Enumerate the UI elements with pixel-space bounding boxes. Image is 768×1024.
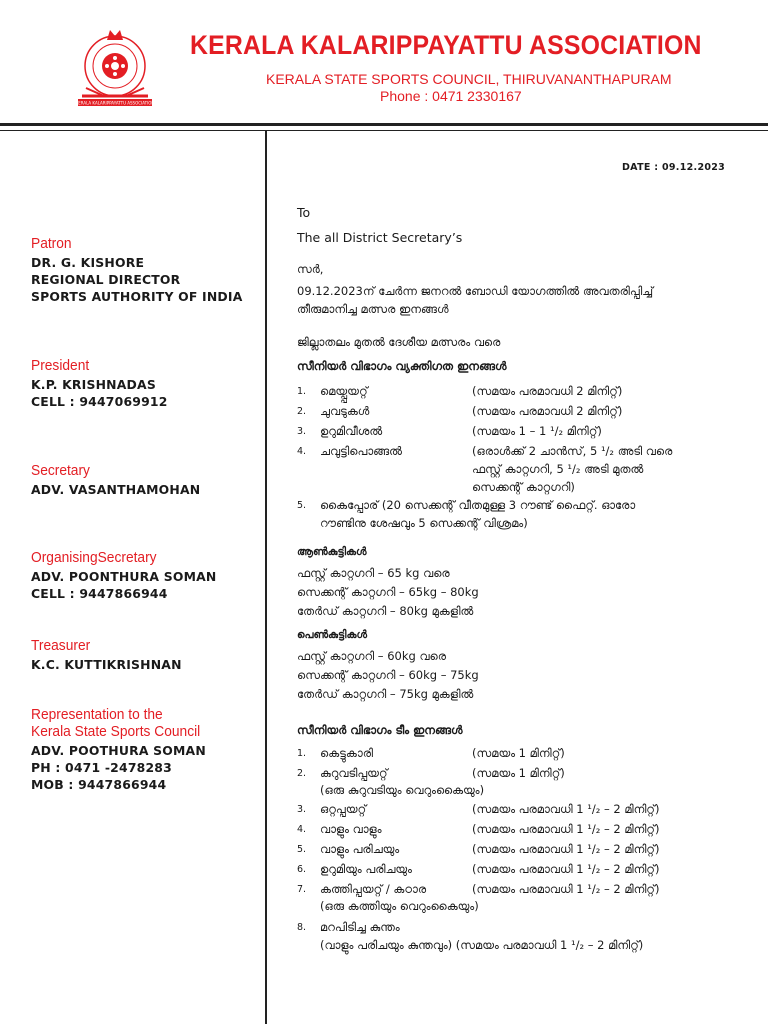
organising-name: ADV. POONTHURA SOMAN bbox=[31, 569, 217, 584]
column-divider bbox=[265, 130, 267, 1024]
representation-role-2: Kerala State Sports Council bbox=[31, 724, 201, 740]
representation-name: ADV. POOTHURA SOMAN bbox=[31, 743, 206, 758]
org-subtitle: KERALA STATE SPORTS COUNCIL, THIRUVANANTHAPURAM bbox=[266, 71, 672, 87]
organising-role: OrganisingSecretary bbox=[31, 550, 157, 566]
event-name: ചുവടുകൾ bbox=[320, 404, 370, 418]
senior-team-heading: സീനിയർ വിഭാഗം ടീം ഇനങ്ങൾ bbox=[297, 723, 463, 737]
item-number: 2. bbox=[297, 406, 307, 417]
president-cell: CELL : 9447069912 bbox=[31, 394, 168, 409]
event-name: മറപിടിച്ച കുന്തം bbox=[320, 920, 400, 934]
event-name: വാളും പരിചയും bbox=[320, 842, 400, 856]
event-note: (വാളും പരിചയും കുന്തവും) (സമയം പരമാവധി 1 ¹/₂ – 2 മിനിറ്റ്) bbox=[320, 938, 644, 952]
association-logo bbox=[74, 26, 156, 108]
representation-phone: PH : 0471 -2478283 bbox=[31, 760, 172, 775]
girls-category: തേർഡ് കാറ്റഗറി – 75kg മുകളിൽ bbox=[297, 687, 474, 701]
president-role: President bbox=[31, 358, 90, 374]
item-number: 1. bbox=[297, 748, 307, 759]
letter-scope: ജില്ലാതലം മുതൽ ദേശീയ മത്സരം വരെ bbox=[297, 335, 501, 349]
event-note: റൗണ്ടിനു ശേഷവും 5 സെക്കന്റ് വിശ്രമം) bbox=[320, 516, 528, 530]
treasurer-name: K.C. KUTTIKRISHNAN bbox=[31, 657, 182, 672]
girls-heading: പെൺകുട്ടികൾ bbox=[297, 629, 368, 641]
event-name: മെയ്പ്പയറ്റ് bbox=[320, 384, 368, 398]
event-time: (സമയം 1 – 1 ¹/₂ മിനിറ്റ്) bbox=[472, 424, 602, 438]
item-number: 6. bbox=[297, 864, 307, 875]
boys-category: ഫസ്റ്റ് കാറ്റഗറി – 65 kg വരെ bbox=[297, 566, 450, 580]
letter-to: To bbox=[297, 205, 311, 220]
event-time: (സമയം പരമാവധി 1 ¹/₂ – 2 മിനിറ്റ്) bbox=[472, 822, 660, 836]
event-note: (ഒരു കത്തിയും വെറുംകൈയും) bbox=[320, 899, 479, 913]
representation-mobile: MOB : 9447866944 bbox=[31, 777, 167, 792]
patron-org: SPORTS AUTHORITY OF INDIA bbox=[31, 289, 243, 304]
item-number: 4. bbox=[297, 824, 307, 835]
event-name: കൈപ്പോര് (20 സെക്കന്റ് വീതമുള്ള 3 റൗണ്ട് ഫൈറ്റ്. ഓരോ bbox=[320, 498, 636, 512]
org-phone: Phone : 0471 2330167 bbox=[380, 88, 522, 104]
item-number: 2. bbox=[297, 768, 307, 779]
event-name: വാളും വാളും bbox=[320, 822, 382, 836]
event-name: കത്തിപ്പയറ്റ് / കഠാര bbox=[320, 882, 427, 896]
patron-role: Patron bbox=[31, 236, 72, 252]
president-name: K.P. KRISHNADAS bbox=[31, 377, 156, 392]
event-time: (സമയം പരമാവധി 1 ¹/₂ – 2 മിനിറ്റ്) bbox=[472, 882, 660, 896]
event-time: (സമയം പരമാവധി 1 ¹/₂ – 2 മിനിറ്റ്) bbox=[472, 842, 660, 856]
event-name: കുറുവടിപ്പയറ്റ് bbox=[320, 766, 388, 780]
event-time: (സമയം പരമാവധി 1 ¹/₂ – 2 മിനിറ്റ്) bbox=[472, 802, 660, 816]
item-number: 4. bbox=[297, 446, 307, 457]
letter-date: DATE : 09.12.2023 bbox=[622, 162, 726, 173]
event-name: ഒറ്റപ്പയറ്റ് bbox=[320, 802, 367, 816]
senior-individual-heading: സീനിയർ വിഭാഗം വ്യക്തിഗത ഇനങ്ങൾ bbox=[297, 359, 507, 373]
event-time: (സമയം പരമാവധി 2 മിനിറ്റ്) bbox=[472, 404, 623, 418]
header-divider-thin bbox=[0, 130, 768, 131]
letter-salutation: സർ, bbox=[297, 262, 324, 276]
event-note: (ഒരു കുറുവടിയും വെറുംകൈയും) bbox=[320, 783, 485, 797]
header-divider bbox=[0, 123, 768, 126]
secretary-role: Secretary bbox=[31, 463, 90, 479]
item-number: 5. bbox=[297, 500, 307, 511]
logo-caption: KERALA KALARIPPAYATTU ASSOCIATION bbox=[75, 100, 155, 106]
representation-role-1: Representation to the bbox=[31, 707, 163, 723]
event-time: (സമയം പരമാവധി 2 മിനിറ്റ്) bbox=[472, 384, 623, 398]
treasurer-role: Treasurer bbox=[31, 638, 91, 654]
item-number: 3. bbox=[297, 426, 307, 437]
org-title: KERALA KALARIPPAYATTU ASSOCIATION bbox=[190, 30, 702, 60]
patron-title: REGIONAL DIRECTOR bbox=[31, 272, 181, 287]
boys-heading: ആൺകുട്ടികൾ bbox=[297, 546, 367, 558]
event-time: (സമയം 1 മിനിറ്റ്) bbox=[472, 766, 565, 780]
event-time-cont: ഫസ്റ്റ് കാറ്റഗറി, 5 ¹/₂ അടി മുതൽ bbox=[472, 462, 644, 476]
event-time: (സമയം പരമാവധി 1 ¹/₂ – 2 മിനിറ്റ്) bbox=[472, 862, 660, 876]
event-time: (ഒരാൾക്ക് 2 ചാൻസ്, 5 ¹/₂ അടി വരെ bbox=[472, 444, 673, 458]
event-name: ചവുട്ടിപൊങ്ങൽ bbox=[320, 444, 402, 458]
event-name: കെട്ടുകാരി bbox=[320, 746, 373, 760]
event-name: ഉറുമിവീശൽ bbox=[320, 424, 383, 438]
item-number: 1. bbox=[297, 386, 307, 397]
event-time: (സമയം 1 മിനിറ്റ്) bbox=[472, 746, 565, 760]
item-number: 8. bbox=[297, 922, 307, 933]
item-number: 5. bbox=[297, 844, 307, 855]
boys-category: സെക്കന്റ് കാറ്റഗറി – 65kg – 80kg bbox=[297, 585, 479, 599]
letter-intro-1: 09.12.2023ന് ചേർന്ന ജനറൽ ബോഡി യോഗത്തിൽ അവതരിപ്പിച്ച് bbox=[297, 284, 654, 298]
event-time-cont: സെക്കന്റ് കാറ്റഗറി) bbox=[472, 480, 575, 494]
patron-name: DR. G. KISHORE bbox=[31, 255, 145, 270]
event-name: ഉറുമിയും പരിചയും bbox=[320, 862, 412, 876]
item-number: 7. bbox=[297, 884, 307, 895]
secretary-name: ADV. VASANTHAMOHAN bbox=[31, 482, 201, 497]
item-number: 3. bbox=[297, 804, 307, 815]
boys-category: തേർഡ് കാറ്റഗറി – 80kg മുകളിൽ bbox=[297, 604, 474, 618]
girls-category: ഫസ്റ്റ് കാറ്റഗറി – 60kg വരെ bbox=[297, 649, 446, 663]
letter-intro-2: തീരുമാനിച്ച മത്സര ഇനങ്ങൾ bbox=[297, 302, 449, 316]
organising-cell: CELL : 9447866944 bbox=[31, 586, 168, 601]
girls-category: സെക്കന്റ് കാറ്റഗറി – 60kg – 75kg bbox=[297, 668, 479, 682]
letter-addressee: The all District Secretary’s bbox=[297, 230, 463, 245]
